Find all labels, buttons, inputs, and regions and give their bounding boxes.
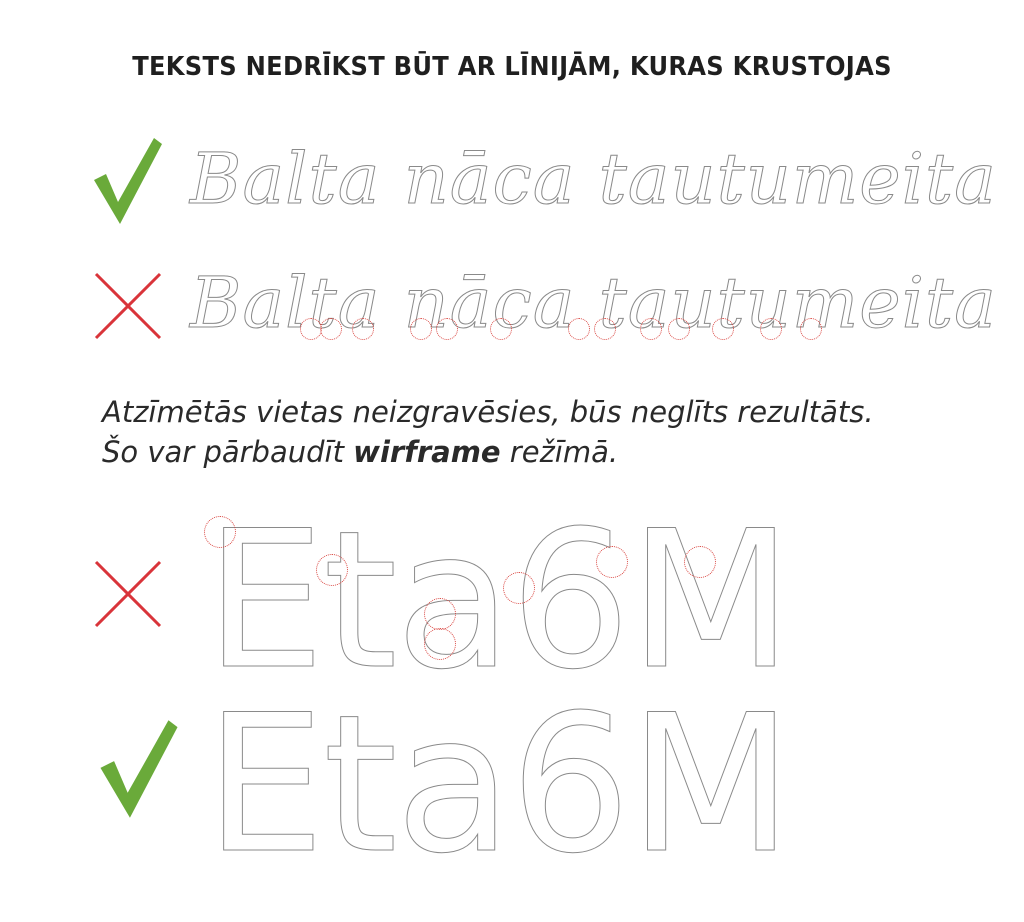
- check-icon: [98, 718, 180, 820]
- cross-icon: [92, 558, 164, 630]
- check-icon: [92, 136, 164, 226]
- note-keyword: wirframe: [353, 435, 501, 469]
- page-title: TEKSTS NEDRĪKST BŪT AR LĪNIJĀM, KURAS KRUSTOJAS: [132, 52, 892, 82]
- note-line-2: [102, 432, 874, 472]
- script-text-correct: Balta nāca tautumeita: [190, 138, 997, 220]
- sample-text-incorrect: Eta6M: [205, 490, 791, 711]
- script-text-incorrect: Balta nāca tautumeita: [190, 262, 997, 344]
- note-line-2-text: Šo var pārbaudīt: [102, 435, 354, 469]
- cross-icon: [92, 270, 164, 342]
- explanation-note: [102, 392, 874, 472]
- note-line-1: Atzīmētās vietas neizgravēsies, būs neglīts rezultāts.: [102, 395, 874, 429]
- sample-text-correct: Eta6M: [205, 674, 791, 895]
- note-line-2-end: režīmā.: [500, 435, 619, 469]
